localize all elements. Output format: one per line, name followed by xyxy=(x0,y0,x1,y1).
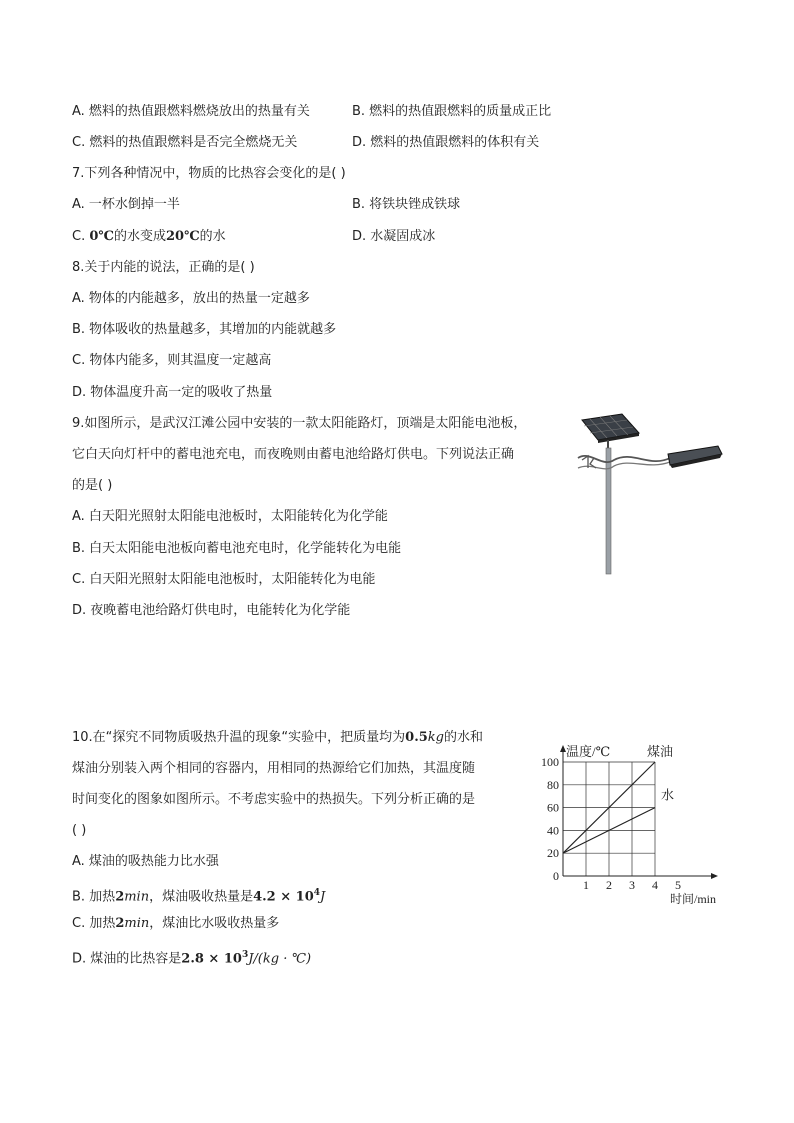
temperature-time-chart xyxy=(530,735,730,910)
series-label-0: 煤油 xyxy=(647,744,674,759)
q9-option-c: C. 白天阳光照射太阳能电池板时，太阳能转化为电能 xyxy=(72,572,376,587)
y-tick-label: 0 xyxy=(553,869,559,883)
q8-option-b: B. 物体吸收的热量越多，其增加的内能就越多 xyxy=(72,322,337,337)
y-tick-label: 100 xyxy=(541,755,559,769)
q6-option-d: D. 燃料的热值跟燃料的体积有关 xyxy=(352,135,540,150)
q8-option-c: C. 物体内能多，则其温度一定越高 xyxy=(72,353,272,368)
q6-option-a: A. 燃料的热值跟燃料燃烧放出的热量有关 xyxy=(72,104,310,119)
x-tick-label: 4 xyxy=(652,878,658,892)
lamp-pole xyxy=(606,448,611,574)
x-axis-arrow xyxy=(711,873,718,879)
q9-stem-line1: 9.如图所示，是武汉江滩公园中安装的一款太阳能路灯，顶端是太阳能电池板， xyxy=(72,416,527,431)
x-tick-label: 1 xyxy=(583,878,589,892)
q7-option-c: C. 0℃的水变成20℃的水 xyxy=(72,229,226,244)
x-tick-label: 2 xyxy=(606,878,612,892)
x-tick-label: 3 xyxy=(629,878,635,892)
q10-option-b: B. 加热2min，煤油吸收热量是$4.2 \times 10^4J$ xyxy=(72,888,326,905)
q7-option-d: D. 水凝固成冰 xyxy=(352,229,436,244)
q10-option-c: C. 加热2min，煤油比水吸收热量多 xyxy=(72,916,280,931)
q6-option-b: B. 燃料的热值跟燃料的质量成正比 xyxy=(352,104,552,119)
lamp-head xyxy=(668,446,722,468)
q10-stem-line1: 10.在“探究不同物质吸热升温的现象“实验中，把质量均为0.5kg的水和 xyxy=(72,730,483,745)
q7-option-b: B. 将铁块锉成铁球 xyxy=(352,197,461,212)
q9-option-d: D. 夜晚蓄电池给路灯供电时，电能转化为化学能 xyxy=(72,603,351,618)
q8-option-d: D. 物体温度升高一定的吸收了热量 xyxy=(72,385,273,400)
q9-stem-line3: 的是( ) xyxy=(72,478,113,493)
q10-stem-line3: 时间变化的图象如图所示。不考虑实验中的热损失。下列分析正确的是 xyxy=(72,792,476,807)
q7-option-a: A. 一杯水倒掉一半 xyxy=(72,197,180,212)
q8-option-a: A. 物体的内能越多，放出的热量一定越多 xyxy=(72,291,310,306)
solar-street-lamp-figure xyxy=(570,410,725,576)
q9-option-b: B. 白天太阳能电池板向蓄电池充电时，化学能转化为电能 xyxy=(72,541,402,556)
x-tick-label: 5 xyxy=(675,878,681,892)
q10-stem-line2: 煤油分别装入两个相同的容器内，用相同的热源给它们加热，其温度随 xyxy=(72,761,476,776)
q6-option-c: C. 燃料的热值跟燃料是否完全燃烧无关 xyxy=(72,135,298,150)
q8-stem: 8.关于内能的说法，正确的是( ) xyxy=(72,260,255,275)
q10-option-d: D. 煤油的比热容是$2.8 \times 10^3J/(kg$ · ℃) xyxy=(72,950,312,967)
y-tick-label: 80 xyxy=(547,777,559,792)
q7-stem: 7.下列各种情况中，物质的比热容会变化的是( ) xyxy=(72,166,346,181)
series-label-1: 水 xyxy=(661,787,675,803)
x-axis-label: 时间/min xyxy=(670,892,717,906)
q10-stem-line4: ( ) xyxy=(72,823,87,838)
y-axis-label: 温度/℃ xyxy=(566,744,611,759)
q10-option-a: A. 煤油的吸热能力比水强 xyxy=(72,854,219,869)
y-tick-label: 20 xyxy=(547,846,559,861)
y-tick-label: 40 xyxy=(547,823,559,838)
q9-stem-line2: 它白天向灯杆中的蓄电池充电，而夜晚则由蓄电池给路灯供电。下列说法正确 xyxy=(72,447,515,462)
q9-option-a: A. 白天阳光照射太阳能电池板时，太阳能转化为化学能 xyxy=(72,509,388,524)
y-tick-label: 60 xyxy=(547,800,559,815)
